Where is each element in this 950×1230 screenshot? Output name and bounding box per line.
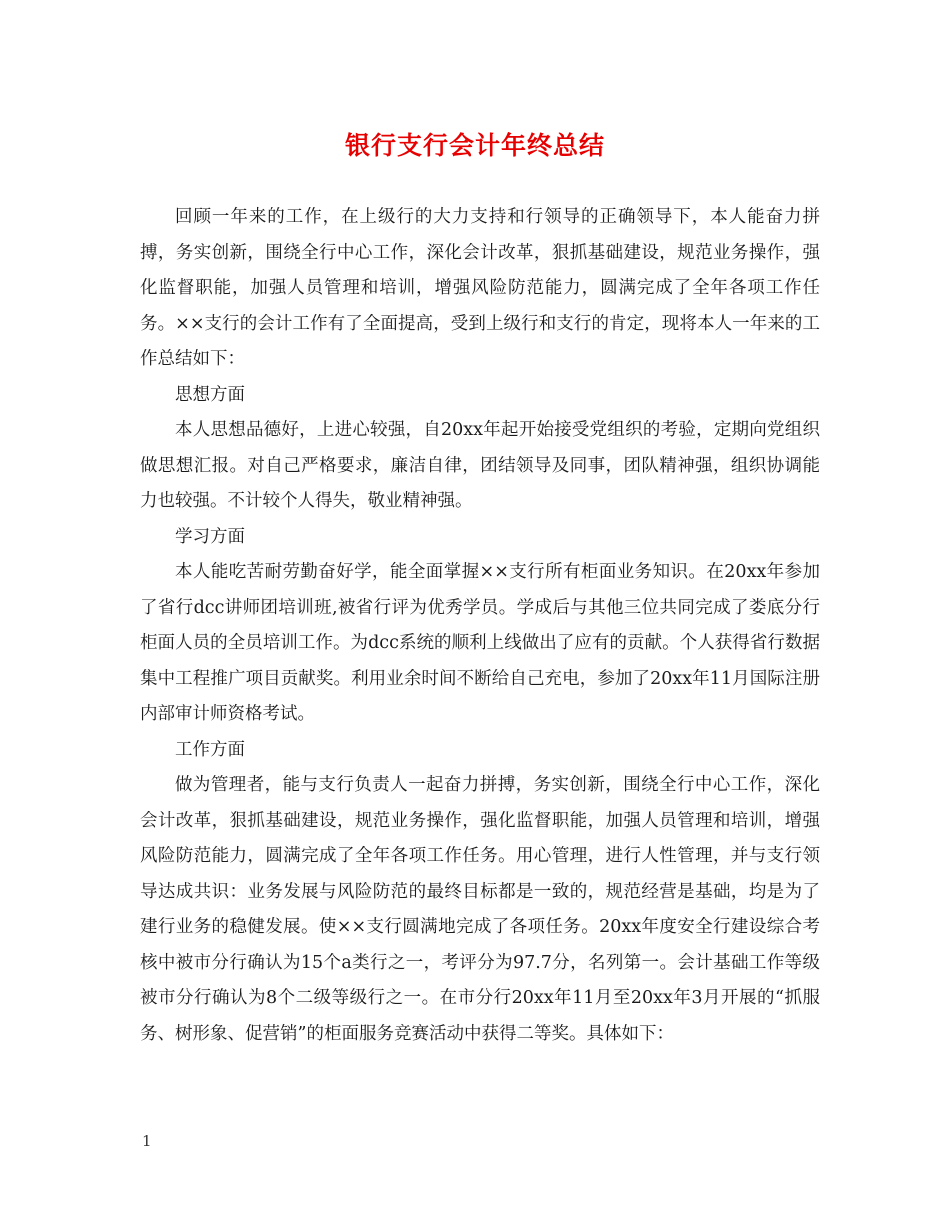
thought-paragraph: 本人思想品德好，上进心较强，自20xx年起开始接受党组织的考验，定期向党组织做思想汇报。对自己严格要求，廉洁自律，团结领导及同事，团队精神强，组织协调能力也较强。不计较个人得失，敬业精神强。 [140,420,820,511]
document-body [140,200,820,1052]
study-paragraph: 本人能吃苦耐劳勤奋好学，能全面掌握××支行所有柜面业务知识。在20xx年参加了省行dcc讲师团培训班,被省行评为优秀学员。学成后与其他三位共同完成了娄底分行柜面人员的全员培训工作。为dcc系统的顺利上线做出了应有的贡献。个人获得省行数据集中工程推广项目贡献奖。利用业余时间不断给自己充电，参加了20xx年11月国际注册内部审计师资格考试。 [140,562,820,724]
section-heading-work: 工作方面 [175,739,245,760]
intro-paragraph: 回顾一年来的工作，在上级行的大力支持和行领导的正确领导下，本人能奋力拼搏，务实创新，围绕全行中心工作，深化会计改革，狠抓基础建设，规范业务操作，强化监督职能，加强人员管理和培训，增强风险防范能力，圆满完成了全年各项工作任务。××支行的会计工作有了全面提高，受到上级行和支行的肯定，现将本人一年来的工作总结如下： [140,207,820,369]
section-heading-study: 学习方面 [175,526,245,547]
document-title: 银行支行会计年终总结 [344,131,605,160]
work-paragraph: 做为管理者，能与支行负责人一起奋力拼搏，务实创新，围绕全行中心工作，深化会计改革，狠抓基础建设，规范业务操作，强化监督职能，加强人员管理和培训，增强风险防范能力，圆满完成了全年各项工作任务。用心管理，进行人性管理，并与支行领导达成共识：业务发展与风险防范的最终目标都是一致的，规范经营是基础，均是为了建行业务的稳健发展。使××支行圆满地完成了各项任务。20xx年度安全行建设综合考核中被市分行确认为15个a类行之一，考评分为97.7分，名列第一。会计基础工作等级被市分行确认为8个二级等级行之一。在市分行20xx年11月至20xx年3月开展的“抓服务、树形象、促营销”的柜面服务竞赛活动中获得二等奖。具体如下： [140,775,820,1044]
section-heading-thought: 思想方面 [175,384,245,405]
page-number: 1 [142,1132,152,1150]
